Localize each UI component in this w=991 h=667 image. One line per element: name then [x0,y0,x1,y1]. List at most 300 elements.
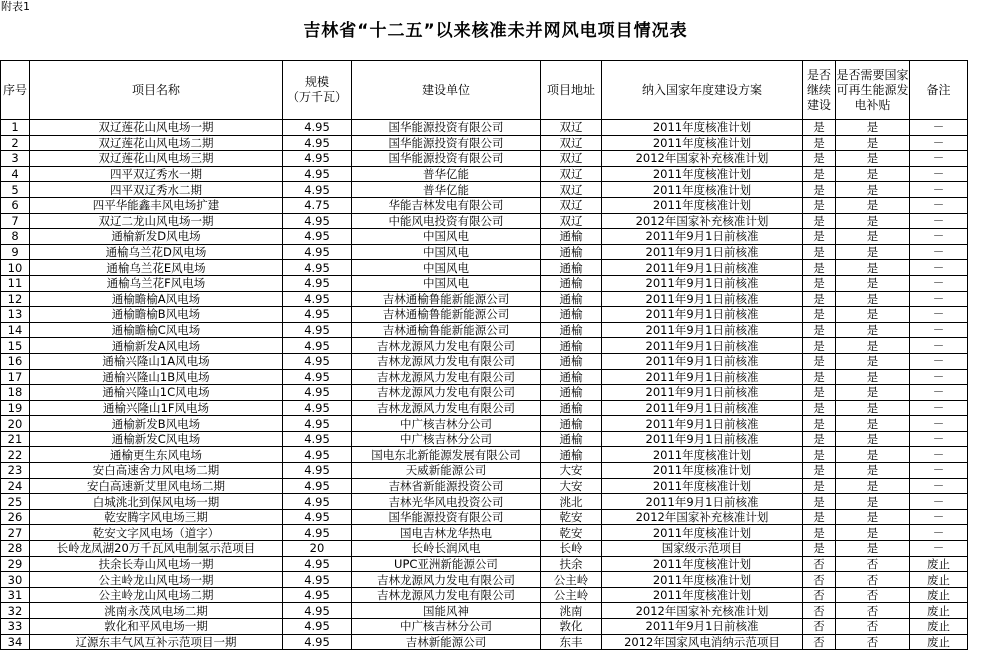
cell-name[interactable]: 通榆兴隆山1B风电场 [30,369,283,385]
cell-continue[interactable]: 是 [803,353,836,369]
cell-builder[interactable]: 国能风神 [352,603,541,619]
cell-location[interactable]: 乾安 [541,509,602,525]
cell-builder[interactable]: UPC亚洲新能源公司 [352,556,541,572]
cell-no[interactable]: 10 [1,260,30,276]
cell-builder[interactable]: 天威新能源公司 [352,463,541,479]
cell-continue[interactable]: 是 [803,385,836,401]
cell-remark[interactable]: － [910,275,968,291]
cell-name[interactable]: 通榆乌兰花F风电场 [30,275,283,291]
cell-location[interactable]: 通榆 [541,416,602,432]
cell-scale[interactable]: 4.95 [283,135,352,151]
cell-name[interactable]: 四平双辽秀水二期 [30,182,283,198]
cell-no[interactable]: 12 [1,291,30,307]
cell-scale[interactable]: 4.95 [283,353,352,369]
cell-location[interactable]: 洮北 [541,494,602,510]
cell-builder[interactable]: 长岭长润风电 [352,541,541,557]
cell-builder[interactable]: 吉林省新能源投资公司 [352,478,541,494]
cell-scale[interactable]: 4.95 [283,525,352,541]
cell-no[interactable]: 18 [1,385,30,401]
cell-continue[interactable]: 是 [803,244,836,260]
cell-builder[interactable]: 吉林龙源风力发电有限公司 [352,338,541,354]
cell-subsidy[interactable]: 是 [836,369,910,385]
cell-continue[interactable]: 是 [803,525,836,541]
cell-plan[interactable]: 2011年9月1日前核准 [602,275,803,291]
cell-location[interactable]: 通榆 [541,244,602,260]
cell-no[interactable]: 16 [1,353,30,369]
cell-remark[interactable]: － [910,431,968,447]
cell-location[interactable]: 通榆 [541,322,602,338]
cell-subsidy[interactable]: 是 [836,151,910,167]
cell-no[interactable]: 14 [1,322,30,338]
cell-plan[interactable]: 2011年度核准计划 [602,120,803,136]
cell-location[interactable]: 双辽 [541,135,602,151]
cell-scale[interactable]: 4.95 [283,603,352,619]
cell-remark[interactable]: 废止 [910,572,968,588]
cell-location[interactable]: 双辽 [541,151,602,167]
cell-subsidy[interactable]: 否 [836,556,910,572]
cell-location[interactable]: 通榆 [541,260,602,276]
header-plan[interactable]: 纳入国家年度建设方案 [602,61,803,120]
cell-name[interactable]: 通榆新发B风电场 [30,416,283,432]
cell-builder[interactable]: 华能吉林发电有限公司 [352,197,541,213]
cell-location[interactable]: 公主岭 [541,587,602,603]
cell-plan[interactable]: 2011年9月1日前核准 [602,494,803,510]
cell-no[interactable]: 29 [1,556,30,572]
cell-continue[interactable]: 是 [803,447,836,463]
cell-plan[interactable]: 2011年度核准计划 [602,587,803,603]
cell-no[interactable]: 13 [1,307,30,323]
cell-remark[interactable]: － [910,478,968,494]
cell-continue[interactable]: 否 [803,603,836,619]
cell-no[interactable]: 27 [1,525,30,541]
cell-remark[interactable]: － [910,322,968,338]
cell-continue[interactable]: 是 [803,151,836,167]
cell-location[interactable]: 通榆 [541,353,602,369]
cell-scale[interactable]: 4.95 [283,275,352,291]
cell-builder[interactable]: 吉林龙源风力发电有限公司 [352,400,541,416]
header-name[interactable]: 项目名称 [30,61,283,120]
cell-plan[interactable]: 2011年度核准计划 [602,197,803,213]
cell-no[interactable]: 26 [1,509,30,525]
cell-builder[interactable]: 吉林龙源风力发电有限公司 [352,369,541,385]
header-scale[interactable] [283,61,352,120]
cell-no[interactable]: 31 [1,587,30,603]
cell-scale[interactable]: 4.95 [283,634,352,650]
cell-subsidy[interactable]: 是 [836,385,910,401]
cell-continue[interactable]: 是 [803,541,836,557]
header-location[interactable]: 项目地址 [541,61,602,120]
cell-location[interactable]: 双辽 [541,182,602,198]
cell-no[interactable]: 8 [1,229,30,245]
cell-no[interactable]: 28 [1,541,30,557]
cell-name[interactable]: 通榆新发C风电场 [30,431,283,447]
cell-remark[interactable]: － [910,135,968,151]
cell-no[interactable]: 23 [1,463,30,479]
cell-builder[interactable]: 普华亿能 [352,166,541,182]
cell-remark[interactable]: － [910,525,968,541]
cell-subsidy[interactable]: 是 [836,213,910,229]
cell-plan[interactable]: 2012年国家补充核准计划 [602,213,803,229]
cell-remark[interactable]: － [910,541,968,557]
cell-location[interactable]: 敦化 [541,619,602,635]
cell-remark[interactable]: 废止 [910,603,968,619]
cell-no[interactable]: 33 [1,619,30,635]
cell-scale[interactable]: 4.95 [283,244,352,260]
cell-name[interactable]: 通榆瞻榆C风电场 [30,322,283,338]
cell-name[interactable]: 扶余长寿山风电场一期 [30,556,283,572]
cell-remark[interactable]: － [910,260,968,276]
cell-scale[interactable]: 20 [283,541,352,557]
cell-builder[interactable]: 国华能源投资有限公司 [352,135,541,151]
cell-remark[interactable]: 废止 [910,634,968,650]
cell-no[interactable]: 22 [1,447,30,463]
cell-remark[interactable]: － [910,182,968,198]
cell-subsidy[interactable]: 否 [836,587,910,603]
cell-continue[interactable]: 是 [803,431,836,447]
cell-remark[interactable]: － [910,463,968,479]
cell-remark[interactable]: 废止 [910,587,968,603]
cell-location[interactable]: 通榆 [541,400,602,416]
cell-scale[interactable]: 4.95 [283,416,352,432]
cell-location[interactable]: 双辽 [541,213,602,229]
cell-scale[interactable]: 4.95 [283,291,352,307]
cell-remark[interactable]: － [910,353,968,369]
cell-subsidy[interactable]: 是 [836,182,910,198]
cell-continue[interactable]: 否 [803,619,836,635]
cell-builder[interactable]: 吉林龙源风力发电有限公司 [352,572,541,588]
cell-scale[interactable]: 4.95 [283,385,352,401]
cell-no[interactable]: 2 [1,135,30,151]
cell-builder[interactable]: 普华亿能 [352,182,541,198]
cell-subsidy[interactable]: 是 [836,322,910,338]
cell-remark[interactable]: － [910,213,968,229]
cell-plan[interactable]: 2011年9月1日前核准 [602,338,803,354]
cell-subsidy[interactable]: 是 [836,431,910,447]
cell-name[interactable]: 白城洮北到保风电场一期 [30,494,283,510]
cell-subsidy[interactable]: 是 [836,307,910,323]
cell-remark[interactable]: － [910,229,968,245]
cell-continue[interactable]: 是 [803,260,836,276]
cell-builder[interactable]: 国电吉林龙华热电 [352,525,541,541]
cell-continue[interactable]: 是 [803,197,836,213]
header-no[interactable]: 序号 [1,61,30,120]
header-subsidy[interactable]: 是否需要国家可再生能源发电补贴 [836,61,910,120]
cell-no[interactable]: 17 [1,369,30,385]
cell-name[interactable]: 公主岭龙山风电场二期 [30,587,283,603]
cell-name[interactable]: 通榆乌兰花E风电场 [30,260,283,276]
cell-scale[interactable]: 4.95 [283,447,352,463]
cell-continue[interactable]: 是 [803,229,836,245]
cell-continue[interactable]: 是 [803,120,836,136]
cell-location[interactable]: 通榆 [541,338,602,354]
cell-plan[interactable]: 2012年国家补充核准计划 [602,509,803,525]
cell-subsidy[interactable]: 是 [836,291,910,307]
cell-location[interactable]: 大安 [541,463,602,479]
cell-name[interactable]: 通榆瞻榆A风电场 [30,291,283,307]
cell-no[interactable]: 11 [1,275,30,291]
cell-plan[interactable]: 2011年9月1日前核准 [602,307,803,323]
cell-scale[interactable]: 4.95 [283,494,352,510]
cell-location[interactable]: 通榆 [541,229,602,245]
cell-subsidy[interactable]: 否 [836,603,910,619]
cell-scale[interactable]: 4.95 [283,463,352,479]
cell-remark[interactable]: 废止 [910,556,968,572]
cell-name[interactable]: 乾安腾字风电场三期 [30,509,283,525]
cell-scale[interactable]: 4.95 [283,587,352,603]
cell-continue[interactable]: 是 [803,416,836,432]
cell-plan[interactable]: 2012年国家风电消纳示范项目 [602,634,803,650]
cell-scale[interactable]: 4.95 [283,182,352,198]
cell-location[interactable]: 公主岭 [541,572,602,588]
cell-no[interactable]: 5 [1,182,30,198]
cell-location[interactable]: 通榆 [541,307,602,323]
cell-subsidy[interactable]: 是 [836,463,910,479]
cell-remark[interactable]: － [910,307,968,323]
cell-scale[interactable]: 4.95 [283,307,352,323]
cell-name[interactable]: 通榆兴隆山1F风电场 [30,400,283,416]
header-builder[interactable]: 建设单位 [352,61,541,120]
cell-name[interactable]: 敦化和平风电场一期 [30,619,283,635]
cell-name[interactable]: 双辽莲花山风电场三期 [30,151,283,167]
cell-subsidy[interactable]: 是 [836,166,910,182]
cell-plan[interactable]: 2011年9月1日前核准 [602,385,803,401]
cell-plan[interactable]: 2011年度核准计划 [602,572,803,588]
cell-name[interactable]: 通榆新发D风电场 [30,229,283,245]
cell-plan[interactable]: 2011年9月1日前核准 [602,353,803,369]
cell-subsidy[interactable]: 是 [836,229,910,245]
cell-remark[interactable]: － [910,166,968,182]
cell-builder[interactable]: 中能风电投资有限公司 [352,213,541,229]
cell-plan[interactable]: 2011年9月1日前核准 [602,416,803,432]
cell-continue[interactable]: 否 [803,634,836,650]
cell-location[interactable]: 双辽 [541,197,602,213]
cell-name[interactable]: 长岭龙凤湖20万千瓦风电制氢示范项目 [30,541,283,557]
cell-subsidy[interactable]: 是 [836,275,910,291]
cell-no[interactable]: 6 [1,197,30,213]
cell-plan[interactable]: 2011年度核准计划 [602,182,803,198]
cell-remark[interactable]: － [910,338,968,354]
cell-no[interactable]: 3 [1,151,30,167]
cell-builder[interactable]: 吉林通榆鲁能新能源公司 [352,291,541,307]
cell-name[interactable]: 洮南永茂风电场二期 [30,603,283,619]
cell-name[interactable]: 双辽二龙山风电场一期 [30,213,283,229]
cell-remark[interactable]: － [910,120,968,136]
cell-plan[interactable]: 2011年9月1日前核准 [602,291,803,307]
cell-subsidy[interactable]: 是 [836,260,910,276]
cell-remark[interactable]: － [910,291,968,307]
cell-remark[interactable]: － [910,197,968,213]
cell-scale[interactable]: 4.95 [283,431,352,447]
cell-location[interactable]: 东丰 [541,634,602,650]
cell-name[interactable]: 通榆乌兰花D风电场 [30,244,283,260]
cell-subsidy[interactable]: 是 [836,541,910,557]
cell-builder[interactable]: 吉林龙源风力发电有限公司 [352,587,541,603]
cell-location[interactable]: 通榆 [541,275,602,291]
header-continue[interactable]: 是否继续建设 [803,61,836,120]
cell-subsidy[interactable]: 否 [836,634,910,650]
cell-plan[interactable]: 2011年9月1日前核准 [602,400,803,416]
cell-scale[interactable]: 4.95 [283,509,352,525]
cell-continue[interactable]: 是 [803,509,836,525]
cell-subsidy[interactable]: 是 [836,338,910,354]
cell-builder[interactable]: 中国风电 [352,229,541,245]
cell-no[interactable]: 7 [1,213,30,229]
cell-name[interactable]: 辽源东丰气风互补示范项目一期 [30,634,283,650]
cell-no[interactable]: 4 [1,166,30,182]
cell-builder[interactable]: 中广核吉林分公司 [352,619,541,635]
cell-name[interactable]: 双辽莲花山风电场二期 [30,135,283,151]
cell-name[interactable]: 公主岭龙山风电场一期 [30,572,283,588]
cell-location[interactable]: 双辽 [541,166,602,182]
cell-subsidy[interactable]: 是 [836,135,910,151]
cell-scale[interactable]: 4.95 [283,151,352,167]
cell-location[interactable]: 通榆 [541,431,602,447]
cell-continue[interactable]: 否 [803,572,836,588]
cell-continue[interactable]: 是 [803,369,836,385]
cell-builder[interactable]: 吉林龙源风力发电有限公司 [352,353,541,369]
cell-scale[interactable]: 4.95 [283,322,352,338]
cell-name[interactable]: 通榆瞻榆B风电场 [30,307,283,323]
cell-location[interactable]: 长岭 [541,541,602,557]
cell-remark[interactable]: － [910,244,968,260]
cell-scale[interactable]: 4.95 [283,369,352,385]
cell-remark[interactable]: － [910,385,968,401]
cell-builder[interactable]: 中广核吉林分公司 [352,431,541,447]
cell-scale[interactable]: 4.75 [283,197,352,213]
cell-name[interactable]: 乾安文字风电场（道字） [30,525,283,541]
cell-continue[interactable]: 否 [803,587,836,603]
cell-builder[interactable]: 中广核吉林分公司 [352,416,541,432]
cell-remark[interactable]: － [910,509,968,525]
cell-subsidy[interactable]: 是 [836,120,910,136]
cell-remark[interactable]: － [910,151,968,167]
cell-subsidy[interactable]: 是 [836,447,910,463]
cell-plan[interactable]: 2011年度核准计划 [602,463,803,479]
cell-continue[interactable]: 是 [803,322,836,338]
cell-subsidy[interactable]: 是 [836,494,910,510]
cell-plan[interactable]: 2011年9月1日前核准 [602,369,803,385]
cell-plan[interactable]: 2012年国家补充核准计划 [602,603,803,619]
cell-no[interactable]: 9 [1,244,30,260]
cell-location[interactable]: 双辽 [541,120,602,136]
cell-plan[interactable]: 2011年度核准计划 [602,556,803,572]
cell-remark[interactable]: － [910,400,968,416]
cell-name[interactable]: 安白高速舍力风电场二期 [30,463,283,479]
cell-name[interactable]: 双辽莲花山风电场一期 [30,120,283,136]
cell-no[interactable]: 25 [1,494,30,510]
cell-location[interactable]: 通榆 [541,291,602,307]
cell-name[interactable]: 四平双辽秀水一期 [30,166,283,182]
cell-continue[interactable]: 是 [803,291,836,307]
cell-no[interactable]: 32 [1,603,30,619]
cell-location[interactable]: 通榆 [541,385,602,401]
cell-remark[interactable]: － [910,416,968,432]
cell-plan[interactable]: 2011年度核准计划 [602,525,803,541]
cell-builder[interactable]: 国华能源投资有限公司 [352,151,541,167]
cell-builder[interactable]: 国电东北新能源发展有限公司 [352,447,541,463]
cell-continue[interactable]: 是 [803,275,836,291]
cell-plan[interactable]: 2011年度核准计划 [602,478,803,494]
cell-builder[interactable]: 中国风电 [352,244,541,260]
cell-scale[interactable]: 4.95 [283,478,352,494]
cell-scale[interactable]: 4.95 [283,260,352,276]
cell-continue[interactable]: 是 [803,182,836,198]
cell-plan[interactable]: 2011年9月1日前核准 [602,619,803,635]
cell-scale[interactable]: 4.95 [283,338,352,354]
cell-continue[interactable]: 是 [803,135,836,151]
cell-subsidy[interactable]: 是 [836,244,910,260]
cell-subsidy[interactable]: 否 [836,619,910,635]
cell-no[interactable]: 34 [1,634,30,650]
cell-builder[interactable]: 国华能源投资有限公司 [352,120,541,136]
cell-subsidy[interactable]: 是 [836,509,910,525]
cell-location[interactable]: 洮南 [541,603,602,619]
cell-scale[interactable]: 4.95 [283,572,352,588]
cell-remark[interactable]: 废止 [910,619,968,635]
cell-location[interactable]: 乾安 [541,525,602,541]
cell-remark[interactable]: － [910,494,968,510]
cell-builder[interactable]: 吉林新能源公司 [352,634,541,650]
cell-plan[interactable]: 2012年国家补充核准计划 [602,151,803,167]
cell-builder[interactable]: 吉林通榆鲁能新能源公司 [352,322,541,338]
cell-subsidy[interactable]: 是 [836,478,910,494]
cell-location[interactable]: 通榆 [541,447,602,463]
cell-continue[interactable]: 否 [803,556,836,572]
cell-location[interactable]: 扶余 [541,556,602,572]
cell-builder[interactable]: 中国风电 [352,260,541,276]
cell-subsidy[interactable]: 是 [836,400,910,416]
cell-name[interactable]: 通榆兴隆山1C风电场 [30,385,283,401]
cell-builder[interactable]: 国华能源投资有限公司 [352,509,541,525]
cell-plan[interactable]: 2011年9月1日前核准 [602,322,803,338]
cell-scale[interactable]: 4.95 [283,166,352,182]
cell-no[interactable]: 19 [1,400,30,416]
cell-scale[interactable]: 4.95 [283,400,352,416]
cell-subsidy[interactable]: 是 [836,353,910,369]
cell-no[interactable]: 20 [1,416,30,432]
cell-continue[interactable]: 是 [803,307,836,323]
cell-continue[interactable]: 是 [803,463,836,479]
cell-continue[interactable]: 是 [803,400,836,416]
cell-plan[interactable]: 2011年度核准计划 [602,447,803,463]
cell-continue[interactable]: 是 [803,478,836,494]
cell-plan[interactable]: 2011年9月1日前核准 [602,260,803,276]
cell-no[interactable]: 24 [1,478,30,494]
cell-subsidy[interactable]: 是 [836,197,910,213]
cell-builder[interactable]: 吉林龙源风力发电有限公司 [352,385,541,401]
cell-continue[interactable]: 是 [803,338,836,354]
cell-remark[interactable]: － [910,447,968,463]
cell-plan[interactable]: 2011年度核准计划 [602,166,803,182]
cell-location[interactable]: 通榆 [541,369,602,385]
cell-builder[interactable]: 吉林光华风电投资公司 [352,494,541,510]
cell-subsidy[interactable]: 是 [836,416,910,432]
cell-name[interactable]: 四平华能鑫丰风电场扩建 [30,197,283,213]
cell-builder[interactable]: 吉林通榆鲁能新能源公司 [352,307,541,323]
cell-no[interactable]: 15 [1,338,30,354]
cell-builder[interactable]: 中国风电 [352,275,541,291]
cell-no[interactable]: 21 [1,431,30,447]
cell-plan[interactable]: 2011年度核准计划 [602,135,803,151]
cell-continue[interactable]: 是 [803,213,836,229]
cell-scale[interactable]: 4.95 [283,213,352,229]
cell-plan[interactable]: 2011年9月1日前核准 [602,431,803,447]
cell-location[interactable]: 大安 [541,478,602,494]
cell-continue[interactable]: 是 [803,494,836,510]
header-remark[interactable]: 备注 [910,61,968,120]
cell-remark[interactable]: － [910,369,968,385]
cell-name[interactable]: 通榆新发A风电场 [30,338,283,354]
